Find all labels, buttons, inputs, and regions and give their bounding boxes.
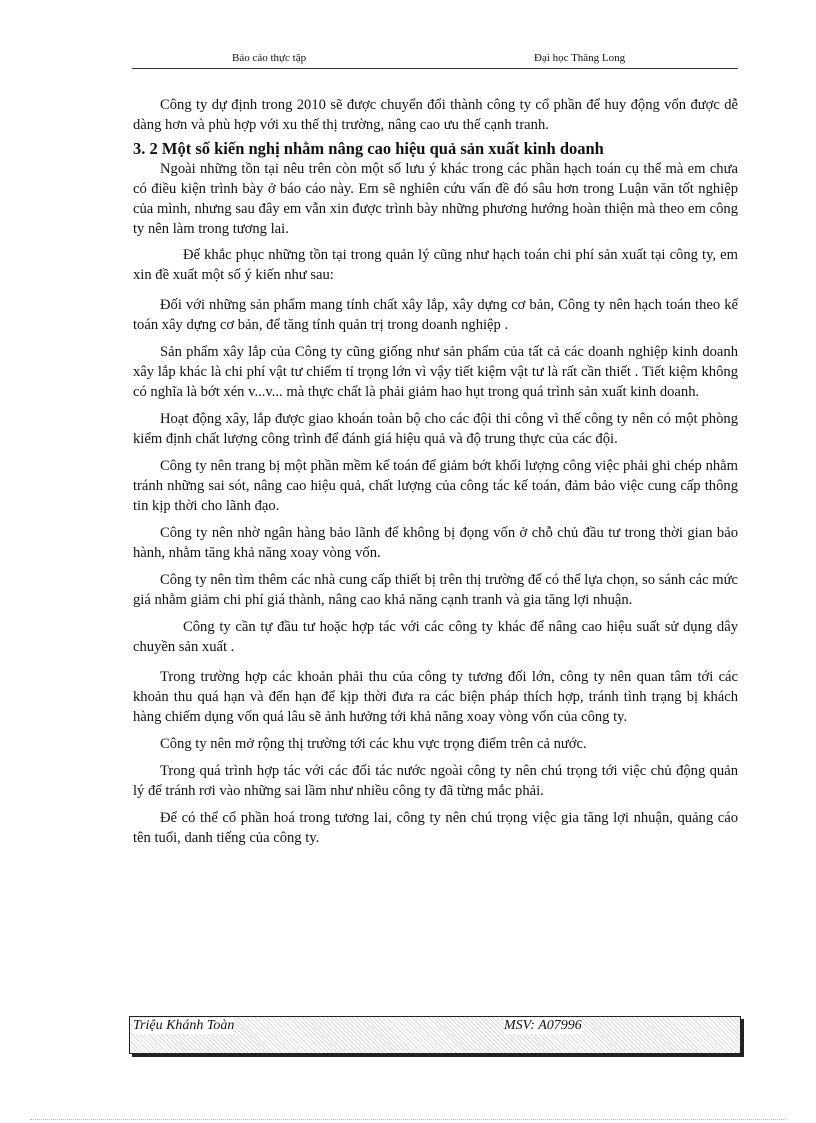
- paragraph-10: Trong trường hợp các khoản phải thu của công ty tương đối lớn, công ty nên quan tâm tới các khoản thu quá hạn và đến hạn để kịp thời đưa ra các biện pháp thích hợp, tránh tình trạng bị khách hàng chiếm dụng vốn quá lâu sẽ ảnh hưởng tới khả năng xoay vòng vốn của công ty.: [133, 669, 738, 725]
- paragraph-2: Để khắc phục những tồn tại trong quản lý cũng như hạch toán chi phí sản xuất tại công ty, em xin đề xuất một số ý kiến như sau:: [133, 247, 738, 283]
- paragraph-12: Trong quá trình hợp tác với các đối tác nước ngoài công ty nên chú trọng tới việc chủ động quản lý để tránh rơi vào những sai lầm như nhiều công ty đã từng mắc phải.: [133, 763, 738, 799]
- paragraph-9: Công ty cần tự đầu tư hoặc hợp tác với các công ty khác để nâng cao hiệu suất sử dụng dây chuyền sản xuất .: [133, 619, 738, 655]
- page-footer: [129, 1016, 741, 1054]
- header-university: Đại học Thăng Long: [534, 52, 626, 64]
- page-bottom-divider: [30, 1119, 786, 1120]
- page-header: [132, 50, 738, 69]
- footer-author: Triệu Khánh Toàn: [133, 1018, 235, 1033]
- paragraph-11: Công ty nên mở rộng thị trường tới các khu vực trọng điểm trên cả nước.: [160, 736, 587, 752]
- paragraph-6: Công ty nên trang bị một phần mềm kế toán để giảm bớt khối lượng công việc phải ghi chép nhằm tránh những sai sót, nâng cao hiệu quả, chất lượng của công tác kế toán, đảm bảo việc cung cấp thông tin kịp thời cho lãnh đạo.: [133, 458, 738, 514]
- footer-student-id: MSV: A07996: [504, 1018, 582, 1033]
- paragraph-1: Ngoài những tồn tại nêu trên còn một số lưu ý khác trong các phần hạch toán cụ thể mà em chưa có điều kiện trình bày ở báo cáo này. Em sẽ nghiên cứu vấn đề đó sâu hơn trong Luận văn tốt nghiệp của mình, nhưng sau đây em vẫn xin được trình bày những phương hướng hoàn thiện mà theo em công ty nên làm trong tương lai.: [133, 161, 738, 237]
- paragraph-7: Công ty nên nhờ ngân hàng bảo lãnh để không bị đọng vốn ở chỗ chủ đầu tư trong thời gian bảo hành, nhằm tăng khả năng xoay vòng vốn.: [133, 525, 738, 561]
- header-report-title: Báo cáo thực tập: [232, 52, 307, 64]
- paragraph-5: Hoạt động xây, lắp được giao khoán toàn bộ cho các đội thi công vì thế công ty nên có một phòng kiểm định chất lượng công trình để đánh giá hiệu quả và độ trung thực của các đội.: [133, 411, 738, 447]
- section-heading: 3. 2 Một số kiến nghị nhằm nâng cao hiệu quả sản xuất kinh doanh: [133, 139, 604, 158]
- paragraph-13: Để có thể cổ phần hoá trong tương lai, công ty nên chú trọng việc gia tăng lợi nhuận, quảng cáo tên tuổi, danh tiếng của công ty.: [133, 810, 738, 846]
- paragraph-3: Đối với những sản phẩm mang tính chất xây lắp, xây dựng cơ bản, Công ty nên hạch toán theo kế toán xây dựng cơ bản, để tăng tính quản trị trong doanh nghiệp .: [133, 297, 738, 333]
- document-body: [133, 95, 738, 855]
- paragraph-4: Sản phẩm xây lắp của Công ty cũng giống như sản phẩm của tất cả các doanh nghiệp kinh doanh xây lắp khác là chi phí vật tư chiếm tỉ trọng lớn vì vậy tiết kiệm vật tư là rất cần thiết . Tiết kiệm không có nghĩa là bớt xén v...v... mà thực chất là phải giảm hao hụt trong quá trình sản xuất kinh doanh.: [133, 344, 738, 400]
- intro-paragraph: Công ty dự định trong 2010 sẽ được chuyển đổi thành công ty cổ phần để huy động vốn được dễ dàng hơn và phù hợp với xu thế thị trường, nâng cao ưu thế cạnh tranh.: [133, 97, 738, 133]
- paragraph-8: Công ty nên tìm thêm các nhà cung cấp thiết bị trên thị trường để có thể lựa chọn, so sánh các mức giá nhằm giảm chi phí giá thành, nâng cao khả năng cạnh tranh và gia tăng lợi nhuận.: [133, 572, 738, 608]
